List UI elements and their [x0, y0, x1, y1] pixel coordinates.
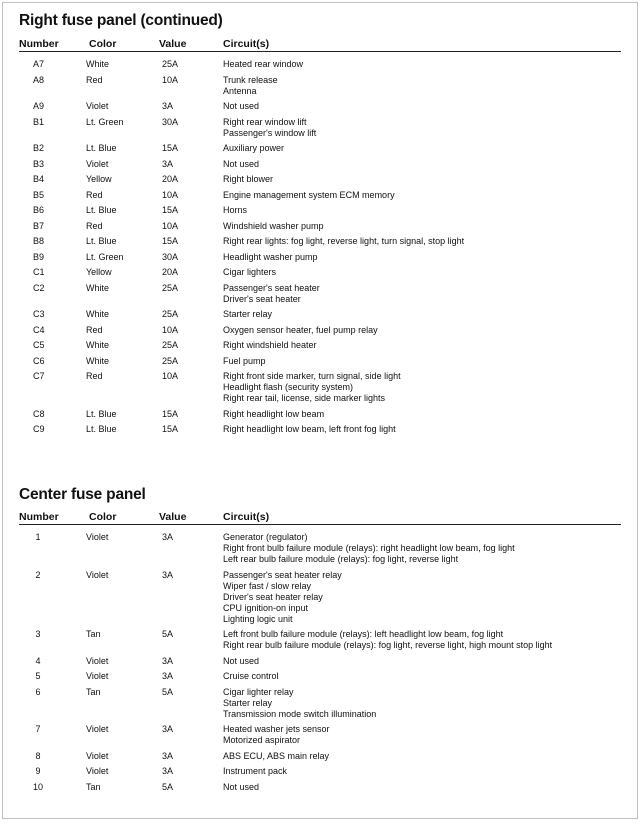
table-row — [19, 205, 621, 216]
circuit-line: Instrument pack — [223, 766, 288, 776]
fuse-color: Violet — [86, 766, 109, 776]
circuit-line: Cigar lighters — [223, 267, 277, 277]
fuse-value: 10A — [162, 74, 179, 85]
fuse-number: 7 — [35, 724, 41, 734]
fuse-value: 25A — [162, 59, 179, 69]
fuse-number: 9 — [35, 766, 41, 776]
fuse-value: 3A — [162, 101, 174, 111]
fuse-number: C5 — [33, 340, 45, 350]
fuse-circuits — [223, 236, 621, 247]
fuse-value: 10A — [162, 324, 179, 335]
fuse-value: 10A — [162, 220, 179, 231]
fuse-color: Lt. Blue — [86, 143, 117, 153]
circuit-line: Engine management system ECM memory — [223, 189, 395, 200]
fuse-color: Tan — [86, 781, 101, 792]
circuit-line: Windshield washer pump — [223, 220, 324, 231]
table-row — [19, 671, 621, 682]
fuse-color: Tan — [86, 629, 101, 639]
fuse-number: 2 — [35, 569, 41, 580]
fuse-number: B9 — [33, 251, 45, 262]
fuse-color: Lt. Green — [86, 116, 124, 127]
fuse-circuits — [223, 205, 621, 216]
circuit-line: Right front bulb failure module (relays): right headlight low beam, fog light — [223, 543, 515, 553]
fuse-value: 30A — [162, 116, 179, 127]
fuse-circuits — [223, 221, 621, 232]
circuit-line: Cruise control — [223, 671, 279, 681]
fuse-value: 25A — [162, 309, 179, 319]
circuit-line: Lighting logic unit — [223, 613, 293, 624]
fuse-value: 25A — [162, 340, 179, 350]
fuse-circuits — [223, 356, 621, 367]
table-row — [19, 325, 621, 336]
table-row — [19, 424, 621, 435]
fuse-value: 20A — [162, 174, 179, 184]
fuse-color: Violet — [86, 671, 109, 681]
fuse-circuits — [223, 143, 621, 154]
fuse-number: 3 — [35, 629, 41, 639]
table-row — [19, 174, 621, 185]
circuit-line: Passenger's window lift — [223, 127, 317, 138]
fuse-circuits — [223, 782, 621, 793]
right-panel-title: Right fuse panel (continued) — [19, 12, 223, 29]
table-row — [19, 687, 621, 720]
circuit-line: Passenger's seat heater — [223, 282, 320, 293]
circuit-line: Passenger's seat heater relay — [223, 569, 342, 580]
fuse-circuits — [223, 283, 621, 305]
fuse-number: A8 — [33, 74, 45, 85]
fuse-value: 3A — [162, 724, 174, 734]
fuse-number: B8 — [33, 236, 45, 246]
table-row — [19, 236, 621, 247]
fuse-circuits — [223, 532, 621, 565]
circuit-line: Generator (regulator) — [223, 532, 308, 542]
fuse-number: B1 — [33, 116, 45, 127]
circuit-line: Right rear bulb failure module (relays): fog light, reverse light, high mount stop light — [223, 640, 553, 650]
table-row — [19, 724, 621, 746]
center-panel-title: Center fuse panel — [19, 486, 146, 503]
circuit-line: Wiper fast / slow relay — [223, 580, 312, 591]
table-row — [19, 751, 621, 762]
fuse-number: B6 — [33, 205, 45, 215]
table-row — [19, 782, 621, 793]
fuse-number: B4 — [33, 174, 45, 184]
fuse-number: C7 — [33, 371, 45, 381]
circuit-line: Headlight washer pump — [223, 251, 318, 262]
fuse-color: Violet — [86, 569, 109, 580]
fuse-number: B5 — [33, 189, 45, 200]
circuit-line: Transmission mode switch illumination — [223, 708, 377, 719]
circuit-line: Right rear tail, license, side marker lights — [223, 393, 386, 403]
fuse-value: 20A — [162, 267, 179, 277]
table-row — [19, 101, 621, 112]
circuit-line: CPU ignition-on input — [223, 602, 309, 613]
fuse-color: Red — [86, 220, 103, 231]
circuit-line: Right headlight low beam — [223, 408, 325, 419]
fuse-value: 15A — [162, 143, 179, 153]
fuse-color: Violet — [86, 724, 109, 734]
fuse-color: Red — [86, 324, 103, 335]
fuse-number: A9 — [33, 101, 45, 111]
table-row — [19, 309, 621, 320]
fuse-color: Lt. Green — [86, 251, 124, 262]
table-row — [19, 356, 621, 367]
fuse-color: Lt. Blue — [86, 205, 117, 215]
fuse-value: 3A — [162, 569, 174, 580]
table-row — [19, 766, 621, 777]
header-number: Number — [19, 38, 59, 50]
circuit-line: Driver's seat heater relay — [223, 591, 323, 602]
fuse-color: Violet — [86, 655, 109, 666]
fuse-value: 25A — [162, 355, 179, 366]
fuse-circuits — [223, 159, 621, 170]
table-row — [19, 570, 621, 625]
fuse-circuits — [223, 629, 621, 651]
fuse-value: 3A — [162, 532, 174, 542]
circuit-line: Motorized aspirator — [223, 735, 301, 745]
center-panel-header — [19, 511, 621, 525]
header-color: Color — [89, 511, 117, 523]
circuit-line: Right headlight low beam, left front fog light — [223, 424, 396, 434]
fuse-circuits — [223, 724, 621, 746]
fuse-value: 3A — [162, 158, 174, 169]
fuse-color: White — [86, 355, 110, 366]
fuse-number: C6 — [33, 355, 45, 366]
fuse-circuits — [223, 252, 621, 263]
fuse-number: 5 — [35, 671, 41, 681]
header-circuit: Circuit(s) — [223, 38, 270, 50]
circuit-line: Left front bulb failure module (relays): left headlight low beam, fog light — [223, 629, 504, 639]
fuse-value: 30A — [162, 251, 179, 262]
fuse-color: Yellow — [86, 174, 112, 184]
circuit-line: Cigar lighter relay — [223, 686, 294, 697]
fuse-color: White — [86, 340, 110, 350]
fuse-color: White — [86, 309, 110, 319]
fuse-circuits — [223, 340, 621, 351]
circuit-line: Headlight flash (security system) — [223, 382, 354, 392]
fuse-color: Violet — [86, 158, 109, 169]
fuse-circuits — [223, 117, 621, 139]
fuse-value: 15A — [162, 408, 179, 419]
fuse-circuits — [223, 75, 621, 97]
circuit-line: Heated washer jets sensor — [223, 724, 330, 734]
fuse-value: 15A — [162, 236, 179, 246]
fuse-value: 15A — [162, 424, 179, 434]
fuse-number: C3 — [33, 309, 45, 319]
fuse-color: White — [86, 59, 110, 69]
fuse-value: 10A — [162, 371, 179, 381]
table-row — [19, 190, 621, 201]
circuit-line: Antenna — [223, 85, 257, 96]
fuse-circuits — [223, 570, 621, 625]
fuse-circuits — [223, 325, 621, 336]
circuit-line: Not used — [223, 781, 260, 792]
table-row — [19, 656, 621, 667]
fuse-number: B2 — [33, 143, 45, 153]
fuse-value: 3A — [162, 766, 174, 776]
fuse-number: 4 — [35, 655, 41, 666]
circuit-line: Right front side marker, turn signal, side light — [223, 371, 401, 381]
fuse-circuits — [223, 190, 621, 201]
fuse-value: 10A — [162, 189, 179, 200]
fuse-value: 5A — [162, 686, 174, 697]
fuse-color: Violet — [86, 532, 109, 542]
table-row — [19, 75, 621, 97]
circuit-line: Driver's seat heater — [223, 293, 301, 304]
fuse-circuits — [223, 101, 621, 112]
fuse-circuits — [223, 309, 621, 320]
fuse-value: 15A — [162, 205, 179, 215]
fuse-number: 8 — [35, 750, 41, 761]
fuse-circuits — [223, 409, 621, 420]
fuse-color: Violet — [86, 750, 109, 761]
fuse-color: Tan — [86, 686, 101, 697]
fuse-number: C9 — [33, 424, 45, 434]
table-row — [19, 59, 621, 70]
table-row — [19, 143, 621, 154]
table-row — [19, 117, 621, 139]
table-row — [19, 629, 621, 651]
fuse-circuits — [223, 174, 621, 185]
circuit-line: Right rear window lift — [223, 116, 307, 127]
circuit-line: Horns — [223, 205, 248, 215]
fuse-circuits — [223, 424, 621, 435]
header-color: Color — [89, 38, 117, 50]
circuit-line: Not used — [223, 655, 260, 666]
fuse-color: Lt. Blue — [86, 408, 117, 419]
fuse-value: 5A — [162, 629, 174, 639]
fuse-circuits — [223, 687, 621, 720]
fuse-color: Red — [86, 189, 103, 200]
circuit-line: Right windshield heater — [223, 340, 317, 350]
fuse-color: Yellow — [86, 267, 112, 277]
circuit-line: Right blower — [223, 174, 274, 184]
fuse-circuits — [223, 766, 621, 777]
header-circuit: Circuit(s) — [223, 511, 270, 523]
fuse-value: 25A — [162, 282, 179, 293]
circuit-line: Auxiliary power — [223, 143, 285, 153]
fuse-color: Red — [86, 371, 103, 381]
fuse-number: A7 — [33, 59, 45, 69]
fuse-number: B3 — [33, 158, 45, 169]
table-row — [19, 409, 621, 420]
circuit-line: Heated rear window — [223, 59, 304, 69]
fuse-color: Lt. Blue — [86, 236, 117, 246]
fuse-circuits — [223, 656, 621, 667]
table-row — [19, 340, 621, 351]
fuse-number: 1 — [35, 532, 41, 542]
table-row — [19, 283, 621, 305]
fuse-circuits — [223, 59, 621, 70]
circuit-line: Starter relay — [223, 697, 273, 708]
fuse-circuits — [223, 671, 621, 682]
circuit-line: ABS ECU, ABS main relay — [223, 750, 330, 761]
fuse-value: 3A — [162, 750, 174, 761]
header-number: Number — [19, 511, 59, 523]
fuse-value: 3A — [162, 655, 174, 666]
circuit-line: Fuel pump — [223, 355, 266, 366]
header-value: Value — [159, 38, 187, 50]
fuse-number: 10 — [32, 781, 43, 792]
fuse-number: C1 — [33, 267, 45, 277]
fuse-number: C2 — [33, 282, 45, 293]
header-value: Value — [159, 511, 187, 523]
circuit-line: Trunk release — [223, 74, 278, 85]
fuse-chart-page — [2, 2, 638, 819]
circuit-line: Right rear lights: fog light, reverse light, turn signal, stop light — [223, 236, 465, 246]
fuse-circuits — [223, 751, 621, 762]
fuse-color: Red — [86, 74, 103, 85]
table-row — [19, 532, 621, 565]
table-row — [19, 252, 621, 263]
fuse-circuits — [223, 267, 621, 278]
right-panel-header — [19, 38, 621, 52]
fuse-color: White — [86, 282, 110, 293]
fuse-number: B7 — [33, 220, 45, 231]
circuit-line: Starter relay — [223, 309, 273, 319]
circuit-line: Not used — [223, 101, 260, 111]
fuse-number: C4 — [33, 324, 45, 335]
fuse-number: 6 — [35, 686, 41, 697]
table-row — [19, 159, 621, 170]
fuse-color: Lt. Blue — [86, 424, 117, 434]
fuse-number: C8 — [33, 408, 45, 419]
fuse-color: Violet — [86, 101, 109, 111]
circuit-line: Not used — [223, 158, 260, 169]
circuit-line: Oxygen sensor heater, fuel pump relay — [223, 324, 378, 335]
fuse-circuits — [223, 371, 621, 404]
table-row — [19, 267, 621, 278]
fuse-value: 5A — [162, 781, 174, 792]
center-panel-table — [19, 532, 621, 797]
right-panel-table — [19, 59, 621, 440]
table-row — [19, 221, 621, 232]
circuit-line: Left rear bulb failure module (relays): fog light, reverse light — [223, 554, 459, 564]
table-row — [19, 371, 621, 404]
fuse-value: 3A — [162, 671, 174, 681]
